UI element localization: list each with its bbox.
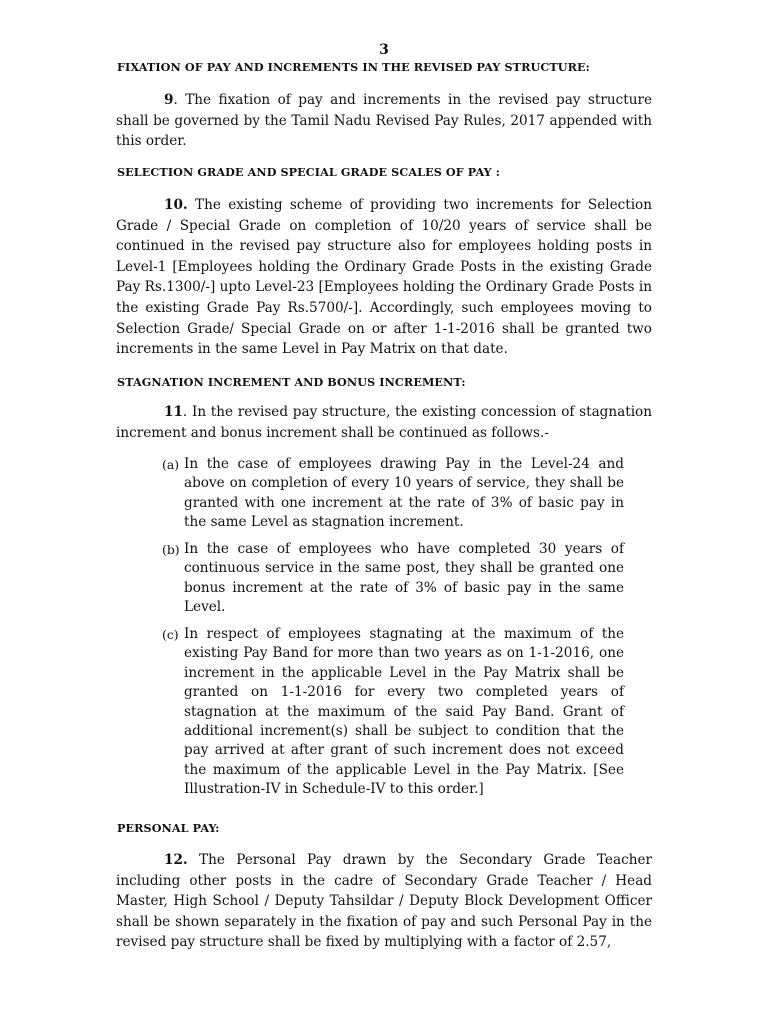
page-number: 3 bbox=[379, 42, 389, 58]
paragraph-text: The existing scheme of providing two increments for Selection Grade / Special Grade on completion of 10/20 years of service shall be continued in the revised pay structure also for employees holding posts in Level-1 [Employees holding the Ordinary Grade Posts in the existing Grade Pay Rs.1300/-] upto Level-23 [Employees holding the Ordinary Grade Posts in the existing Grade Pay Rs.5700/-]. Accordingly, such employees moving to Selection Grade/ Special Grade on or after 1-1-2016 shall be granted two increments in the same Level in Pay Matrix on that date. bbox=[116, 197, 652, 358]
section-heading-selection-grade: SELECTION GRADE AND SPECIAL GRADE SCALES OF PAY : bbox=[117, 165, 500, 179]
paragraph-number: 11 bbox=[164, 404, 183, 420]
list-item-text: In the case of employees drawing Pay in the Level-24 and above on completion of every 10 years of service, they shall be granted with one increment at the rate of 3% of basic pay in the same Level as stagnation increment. bbox=[184, 456, 624, 531]
list-marker: (a) bbox=[162, 457, 180, 472]
paragraph-10 bbox=[116, 195, 652, 360]
paragraph-text: . In the revised pay structure, the existing concession of stagnation increment and bonus increment shall be continued as follows.- bbox=[116, 404, 652, 441]
section-heading-fixation: FIXATION OF PAY AND INCREMENTS IN THE REVISED PAY STRUCTURE: bbox=[117, 60, 590, 74]
paragraph-number: 9 bbox=[164, 92, 174, 108]
paragraph-9 bbox=[116, 90, 652, 152]
section-heading-stagnation: STAGNATION INCREMENT AND BONUS INCREMENT: bbox=[117, 375, 466, 389]
paragraph-text: . The fixation of pay and increments in the revised pay structure shall be governed by the Tamil Nadu Revised Pay Rules, 2017 appended with this order. bbox=[116, 92, 652, 150]
paragraph-number: 12. bbox=[164, 852, 188, 868]
section-heading-personal-pay: PERSONAL PAY: bbox=[117, 821, 220, 835]
list-item-text: In respect of employees stagnating at the maximum of the existing Pay Band for more than two years as on 1-1-2016, one increment in the applicable Level in the Pay Matrix shall be granted on 1-1-2016 for every two completed years of stagnation at the maximum of the said Pay Band. Grant of additional increment(s) shall be subject to condition that the pay arrived at after grant of such increment does not exceed the maximum of the applicable Level in the Pay Matrix. [See Illustration-IV in Schedule-IV to this order.] bbox=[184, 626, 624, 798]
list-item-text: In the case of employees who have completed 30 years of continuous service in the same post, they shall be granted one bonus increment at the rate of 3% of basic pay in the same Level. bbox=[184, 541, 624, 616]
list-item-a bbox=[162, 455, 624, 533]
paragraph-12 bbox=[116, 850, 652, 953]
list-item-b bbox=[162, 540, 624, 618]
list-marker: (b) bbox=[162, 542, 180, 557]
paragraph-11 bbox=[116, 402, 652, 443]
list-marker: (c) bbox=[162, 627, 179, 642]
paragraph-number: 10. bbox=[164, 197, 188, 213]
paragraph-text: The Personal Pay drawn by the Secondary Grade Teacher including other posts in the cadre of Secondary Grade Teacher / Head Master, High School / Deputy Tahsildar / Deputy Block Development Officer shall be shown separately in the fixation of pay and such Personal Pay in the revised pay structure shall be fixed by multiplying with a factor of 2.57, bbox=[116, 852, 652, 951]
list-item-c bbox=[162, 625, 624, 800]
